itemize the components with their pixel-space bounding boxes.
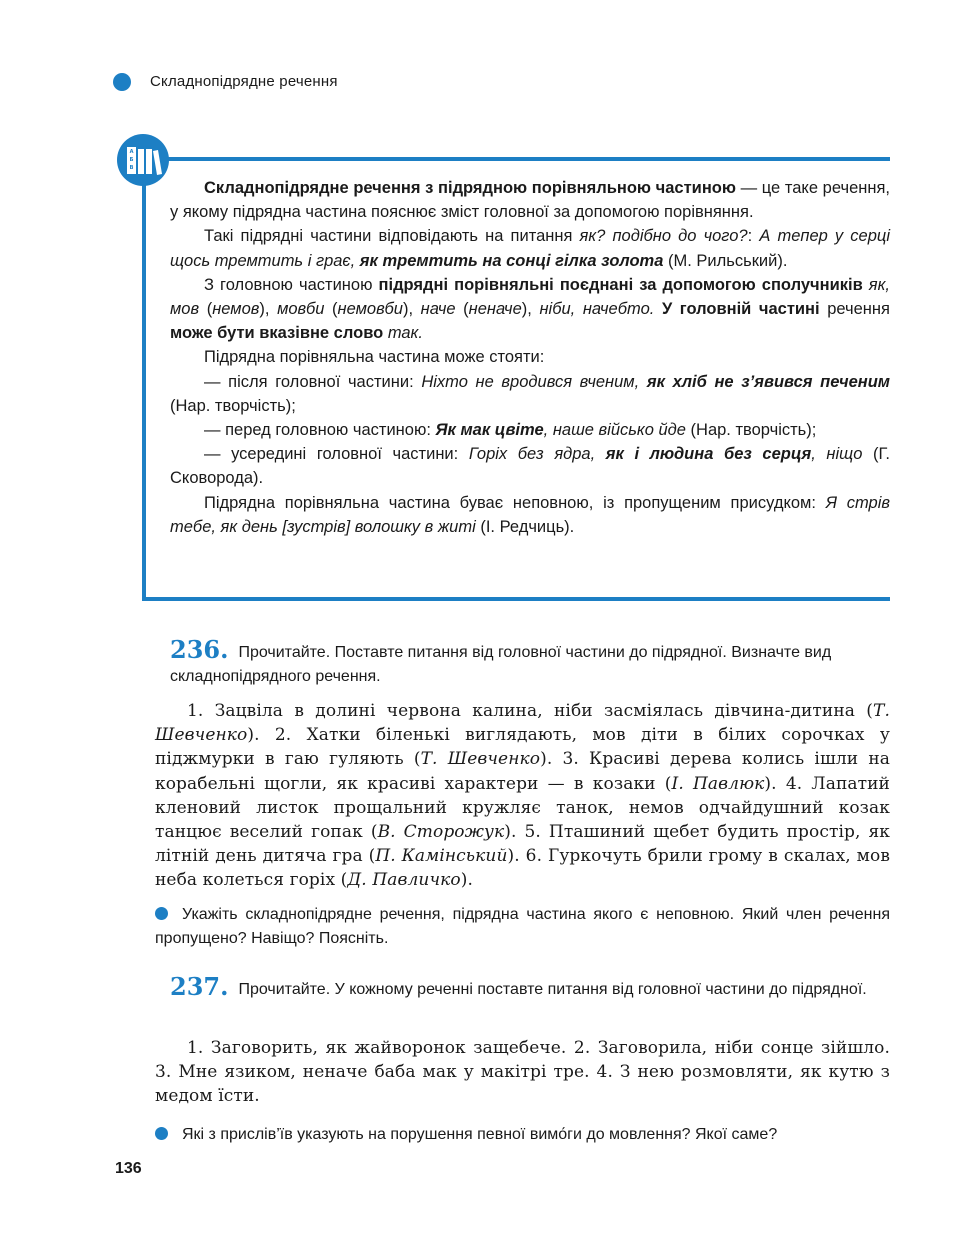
rule-term: Складнопідрядне речення з підрядною порівняльною частиною <box>204 179 736 197</box>
rule-text-span: Підрядна порівняльна частина буває неповною, із пропущеним присудком: <box>204 493 826 512</box>
rule-bold-italic-span: як і людина без серця <box>605 445 812 464</box>
rule-italic-span: наче <box>420 300 456 319</box>
rule-italic-span: , ніщо <box>811 445 863 464</box>
rule-italic-span: , наше військо йде <box>543 421 686 440</box>
question-text: Які з прислів’їв указують на порушення певної вимо́ги до мовлення? Якої саме? <box>182 1126 778 1143</box>
rule-paragraph <box>170 442 890 490</box>
rule-bold-italic-span: як тремтить на сонці гілка золота <box>359 251 664 270</box>
rule-italic-span: ніби, начебто. <box>539 300 655 319</box>
question-text: Укажіть складнопідрядне речення, підрядна частина якого є неповною. Який член речення пропущено? Навіщо? Поясніть. <box>155 906 890 947</box>
header-bullet-icon <box>113 73 131 91</box>
author-span: П. Камінський <box>375 846 508 867</box>
sentence-span: 1. Зацвіла в долині червона калина, ніби засміялась дівчина-дитина ( <box>187 701 874 721</box>
rule-text-span: Такі підрядні частини відповідають на питання <box>204 227 580 246</box>
exercise-sentences: 1. Заговорить, як жайворонок защебече. 2. Заговорила, ніби сонце зійшло. 3. Мне язиком, неначе баба мак у макітрі тре. 4. З нею розмовляти, як кутю з медом їсти. <box>155 1038 890 1107</box>
rule-text-span: ), <box>259 300 278 319</box>
author-span: І. Павлюк <box>671 773 765 794</box>
rule-text-span: (І. Редчиць). <box>475 517 575 536</box>
rule-text-span: — перед головною частиною: <box>204 421 436 440</box>
rule-text-span: речення <box>819 300 890 319</box>
rule-text <box>170 176 890 539</box>
rule-text-span: (Нар. творчість); <box>685 421 817 440</box>
rule-bold-italic-span: як хліб не з’явився печеним <box>646 372 891 391</box>
rule-italic-span: Ніхто не вродився вченим, <box>421 372 647 391</box>
sentence-span: ). 4. Лапатий кленовий листок прощальний кружляє танок, немов одчайдушний козак танцює веселий гопак ( <box>155 773 890 843</box>
rule-text-span: (М. Рильський). <box>663 251 788 270</box>
exercise-number: 237. <box>170 972 229 1001</box>
exercise-236-question <box>155 903 890 951</box>
sentence-span: ). 3. Красиві дерева колись ішли на корабельні щогли, як красиві характери — в козаки ( <box>155 749 890 794</box>
sentence-span: ). 2. Хатки біленькі виглядають, мов діти в білих сорочках у піджмурки в гаю гуляють ( <box>155 725 890 770</box>
rule-definition <box>170 176 890 224</box>
rule-italic-span: немов <box>212 300 260 319</box>
rule-text-span: — це таке речення, у якому підрядна частина пояснює зміст головної за допомогою порівняння. <box>170 179 890 222</box>
exercise-instruction: Прочитайте. Поставте питання від головної частини до підрядної. Визначте вид складнопідрядного речення. <box>170 644 832 685</box>
rule-paragraph <box>170 224 890 272</box>
rule-italic-span: Я стрів тебе, як день [зустрів] волошку в житі <box>170 493 890 536</box>
rule-bold-span: У головній частині <box>661 300 820 319</box>
author-span: Т. Шевченко <box>155 701 890 746</box>
rule-text-span: — усередині головної частини: <box>204 445 469 464</box>
rule-paragraph <box>170 418 890 442</box>
rule-paragraph <box>170 370 890 418</box>
page-number: 136 <box>115 1160 142 1177</box>
rule-paragraph <box>170 273 890 346</box>
rule-text-span <box>654 300 662 318</box>
rule-text-span: (Г. Сковорода). <box>170 445 890 488</box>
sentence-span: ). <box>460 870 473 891</box>
rule-text-span: ), <box>521 300 540 319</box>
rule-bold-span: може бути вказівне слово <box>170 324 384 343</box>
rule-paragraph: Підрядна порівняльна частина може стояти: <box>204 348 545 367</box>
rule-text-span: ( <box>455 300 469 319</box>
rule-text-span: ( <box>199 300 213 319</box>
exercise-236-text <box>155 699 890 893</box>
svg-text:В: В <box>129 165 134 171</box>
svg-text:Б: Б <box>129 157 134 163</box>
section-title: Складнопідрядне речення <box>150 73 338 90</box>
rule-bold-italic-span: Як мак цвіте <box>435 421 544 440</box>
rule-text-span: (Нар. творчість); <box>170 396 296 415</box>
exercise-number: 236. <box>170 635 229 664</box>
svg-text:А: А <box>129 149 134 155</box>
question-bullet-icon <box>155 907 168 920</box>
rule-bold-span: підрядні порівняльні поєднані за допомогою сполучників <box>378 275 863 294</box>
exercise-237-task <box>170 974 890 1002</box>
exercise-237-question <box>155 1123 890 1147</box>
rule-text-span: — після головної частини: <box>204 372 422 391</box>
sentence-span: ). 6. Гуркочуть брили грому в скалах, мов неба колеться горіх ( <box>155 846 891 891</box>
exercise-237-text <box>155 1036 890 1109</box>
rule-paragraph <box>170 491 890 539</box>
rule-italic-span: мовби <box>277 300 325 319</box>
rule-italic-span: Горіх без ядра, <box>468 445 606 464</box>
rule-text-span: : <box>747 227 760 246</box>
books-abv-icon <box>117 134 169 186</box>
rule-italic-span: як? подібно до чого? <box>579 227 748 246</box>
author-span: Д. Павличко <box>347 870 461 891</box>
rule-text-span: ( <box>324 300 338 319</box>
author-span: В. Сторожук <box>377 822 505 843</box>
sentence-span: ). 5. Пташиний щебет будить простір, як літній день дитяча гра ( <box>155 822 891 867</box>
rule-text-span: ), <box>402 300 421 319</box>
rule-italic-span: А тепер у серці щось тремтить і грає, <box>170 227 891 270</box>
rule-italic-span: неначе <box>468 300 522 319</box>
exercise-236-task <box>170 637 890 689</box>
author-span: Т. Шевченко <box>420 749 541 770</box>
rule-italic-span: так. <box>387 324 423 343</box>
question-bullet-icon <box>155 1127 168 1140</box>
rule-italic-span: як, мов <box>170 275 890 319</box>
exercise-sentences <box>155 699 890 893</box>
rule-text-span: З головною частиною <box>204 275 379 294</box>
exercise-instruction: Прочитайте. У кожному реченні поставте питання від головної частини до підрядної. <box>238 981 867 998</box>
rule-italic-span: немовби <box>337 300 403 319</box>
